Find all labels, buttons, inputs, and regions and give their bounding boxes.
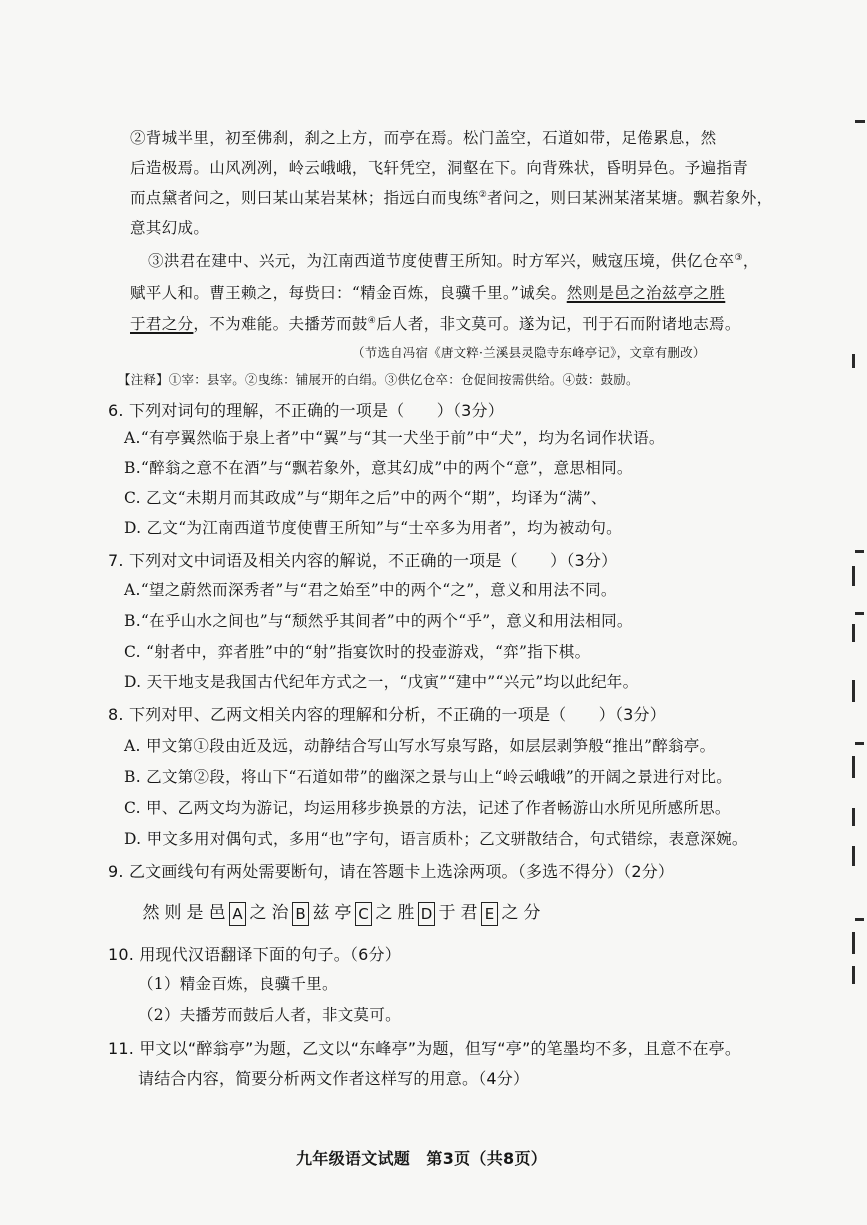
q9-option-box-c: C [355, 902, 372, 926]
q10-stem: 10. 用现代汉语翻译下面的句子。（6分） [108, 945, 401, 964]
q9-char: 亭 [334, 903, 352, 923]
q6-option-a: A.“有亭翼然临于泉上者”中“翼”与“其一犬坐于前”中“犬”，均为名词作状语。 [124, 429, 665, 447]
q6-option-d: D. 乙文“为江南西道节度使曹王所知”与“士卒多为用者”，均为被动句。 [124, 519, 622, 537]
q9-option-box-b: B [292, 902, 309, 926]
q8-option-b: B. 乙文第②段，将山下“石道如带”的幽深之景与山上“岭云峨峨”的开阔之景进行对比。 [124, 768, 733, 786]
underlined-sentence: 于君之分 [130, 315, 194, 333]
passage-p3-line2 [130, 281, 725, 303]
passage-text: ， [742, 252, 759, 270]
q11-stem-line1: 11. 甲文以“醉翁亭”为题，乙文以“东峰亭”为题，但写“亭”的笔墨均不多，且意不在亭。 [108, 1039, 742, 1058]
q10-sentence-2: （2）夫播芳而鼓后人者，非文莫可。 [138, 1006, 401, 1024]
q10-sentence-1: （1）精金百炼，良骥千里。 [138, 975, 338, 993]
q9-char: 之 [375, 903, 393, 923]
q9-char: 分 [523, 903, 541, 923]
footnote-marker: ② [478, 189, 488, 200]
scan-edge-mark [855, 120, 865, 123]
q9-char: 是 [186, 903, 204, 923]
passage-text: 而点黛者问之，则曰某山某岩某林；指远白而曳练 [130, 189, 479, 207]
scan-edge-mark [852, 808, 855, 826]
passage-p3-line3 [130, 312, 741, 334]
q8-option-a: A. 甲文第①段由近及远，动静结合写山写水写泉写路，如层层剥笋般“推出”醉翁亭。 [124, 737, 716, 755]
q9-punctuation-sequence [140, 898, 543, 926]
q9-char: 然 [142, 903, 160, 923]
q9-option-box-e: E [481, 902, 498, 926]
scan-edge-mark [855, 550, 864, 553]
q7-stem: 7. 下列对文中词语及相关内容的解说，不正确的一项是（ ）（3分） [108, 551, 618, 570]
passage-p2-line2: 后造极焉。山风冽冽，岭云峨峨，飞轩凭空，洞壑在下。向背殊状，昏明异色。予遍指青 [130, 159, 749, 177]
scan-edge-mark [852, 566, 855, 586]
q9-option-box-d: D [418, 902, 435, 926]
q8-stem: 8. 下列对甲、乙两文相关内容的理解和分析，不正确的一项是（ ）（3分） [108, 705, 666, 724]
passage-text: ③洪君在建中、兴元，为江南西道节度使曹王所知。时方军兴，贼寇压境，供亿仓卒 [148, 252, 735, 270]
q9-char: 君 [460, 903, 478, 923]
q8-option-d: D. 甲文多用对偶句式，多用“也”字句，语言质朴；乙文骈散结合，句式错综，表意深婉。 [124, 830, 748, 848]
q9-char: 之 [249, 903, 267, 923]
q9-char: 邑 [208, 903, 226, 923]
q9-char: 治 [271, 903, 289, 923]
page-footer: 九年级语文试题 第3页（共8页） [296, 1149, 548, 1168]
q7-option-d: D. 天干地支是我国古代纪年方式之一，“戊寅”“建中”“兴元”均以此纪年。 [124, 673, 639, 691]
passage-source: （节选自冯宿《唐文粹·兰溪县灵隐寺东峰亭记》，文章有删改） [352, 345, 706, 360]
scan-edge-mark [852, 354, 855, 368]
q9-char: 胜 [397, 903, 415, 923]
q9-char: 于 [438, 903, 456, 923]
passage-text: 者问之，则曰某洲某渚某塘。飘若象外， [487, 189, 773, 207]
footnote-marker: ③ [734, 252, 743, 263]
scan-edge-mark [855, 918, 864, 921]
scan-edge-mark [852, 756, 855, 778]
scan-edge-mark [855, 612, 864, 615]
q8-option-c: C. 甲、乙两文均为游记，均运用移步换景的方法，记述了作者畅游山水所见所感所思。 [124, 799, 731, 817]
scan-edge-mark [852, 846, 855, 866]
passage-text: 赋平人和。曹王赖之，每赀曰：“精金百炼，良骥千里。”诚矣。 [130, 284, 567, 302]
scan-edge-mark [855, 742, 864, 745]
footnote-marker: ④ [367, 315, 377, 326]
passage-p2-line1: ②背城半里，初至佛刹，刹之上方，而亭在焉。松门盖空，石道如带，足倦累息，然 [130, 129, 717, 147]
scan-edge-mark [852, 680, 855, 702]
q9-char: 兹 [312, 903, 330, 923]
scan-edge-mark [852, 966, 855, 984]
q6-option-b: B.“醉翁之意不在酒”与“飘若象外，意其幻成”中的两个“意”，意思相同。 [124, 459, 633, 477]
q9-char: 则 [164, 903, 182, 923]
underlined-sentence: 然则是邑之治兹亭之胜 [566, 284, 726, 302]
scan-edge-mark [852, 624, 855, 642]
passage-p3-line1 [148, 249, 759, 271]
passage-text: 后人者，非文莫可。遂为记，刊于石而附诸地志焉。 [376, 315, 741, 333]
q7-option-a: A.“望之蔚然而深秀者”与“君之始至”中的两个“之”，意义和用法不同。 [124, 581, 617, 599]
q9-option-box-a: A [229, 902, 246, 926]
q6-stem: 6. 下列对词句的理解，不正确的一项是（ ）（3分） [108, 401, 504, 420]
passage-p2-line3 [130, 186, 772, 208]
q6-option-c: C. 乙文“未期月而其政成”与“期年之后”中的两个“期”，均译为“满”、 [124, 489, 607, 507]
q7-option-c: C. “射者中，弈者胜”中的“射”指宴饮时的投壶游戏，“弈”指下棋。 [124, 643, 591, 661]
q7-option-b: B.“在乎山水之间也”与“颓然乎其间者”中的两个“乎”，意义和用法相同。 [124, 612, 633, 630]
q11-stem-line2: 请结合内容，简要分析两文作者这样写的用意。（4分） [138, 1069, 530, 1088]
scan-edge-mark [852, 932, 855, 954]
passage-p2-line4: 意其幻成。 [130, 219, 210, 237]
passage-notes: 【注释】①宰：县宰。②曳练：铺展开的白绢。③供亿仓卒：仓促间按需供给。④鼓：鼓励。 [118, 372, 639, 387]
q9-stem: 9. 乙文画线句有两处需要断句，请在答题卡上选涂两项。（多选不得分）（2分） [108, 862, 675, 881]
q9-char: 之 [501, 903, 519, 923]
passage-text: ，不为难能。夫播芳而鼓 [193, 315, 368, 333]
